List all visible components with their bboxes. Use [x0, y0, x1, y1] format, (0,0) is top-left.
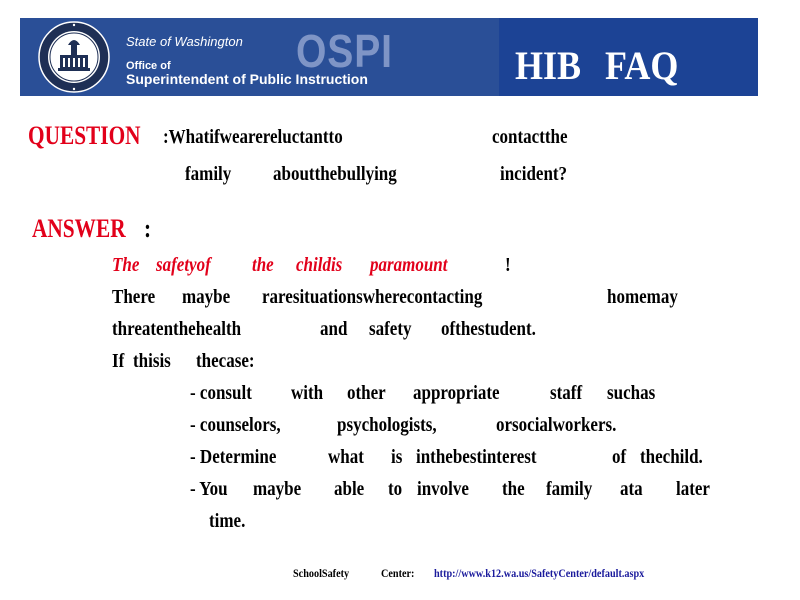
- answer-emphasis: The: [112, 254, 140, 276]
- answer-colon: :: [144, 214, 152, 243]
- answer-label: ANSWER: [32, 214, 126, 243]
- ospi-logo-text: OSPI: [296, 25, 393, 77]
- answer-text: homemay: [607, 286, 678, 308]
- bullet-item: other: [347, 382, 386, 404]
- bullet-item: time.: [209, 510, 246, 532]
- title-hib: HIB: [515, 43, 582, 88]
- bullet-item: - counselors,: [190, 414, 281, 436]
- bullet-item: ata: [620, 478, 643, 500]
- title-faq: FAQ: [605, 43, 679, 88]
- question-text: incident?: [500, 163, 568, 185]
- bullet-item: later: [676, 478, 710, 500]
- answer-emphasis: !: [505, 254, 511, 276]
- answer-text: maybe: [182, 286, 231, 308]
- answer-text: If: [112, 350, 125, 372]
- bullet-item: thechild.: [640, 446, 703, 468]
- bullet-item: what: [328, 446, 364, 468]
- footer-url-link[interactable]: http://www.k12.wa.us/SafetyCenter/default.aspx: [434, 566, 645, 580]
- question-text: family: [185, 163, 232, 185]
- answer-text: raresituationswherecontacting: [262, 286, 483, 308]
- bullet-item: the: [502, 478, 525, 500]
- bullet-item: able: [334, 478, 365, 500]
- answer-text: thisis: [133, 350, 171, 372]
- answer-text: There: [112, 286, 156, 308]
- question-text: :Whatifwearereluctantto: [163, 126, 343, 148]
- question-text: contactthe: [492, 126, 568, 148]
- bullet-item: - You: [190, 478, 228, 500]
- footer-center: Center:: [381, 566, 415, 580]
- answer-emphasis: the: [252, 254, 274, 276]
- bullet-item: - Determine: [190, 446, 277, 468]
- bullet-item: suchas: [607, 382, 656, 404]
- bullet-item: involve: [417, 478, 469, 500]
- bullet-item: psychologists,: [337, 414, 437, 436]
- bullet-item: inthebestinterest: [416, 446, 537, 468]
- answer-text: safety: [369, 318, 412, 340]
- answer-text: and: [320, 318, 348, 340]
- bullet-item: of: [612, 446, 627, 468]
- bullet-item: with: [291, 382, 324, 404]
- answer-emphasis: childis: [296, 254, 343, 276]
- bullet-item: to: [388, 478, 403, 500]
- answer-text: ofthestudent.: [441, 318, 536, 340]
- header-banner: [20, 18, 758, 96]
- question-label: QUESTION: [28, 121, 141, 150]
- superintendent-label: Superintendent of Public Instruction: [126, 71, 368, 87]
- bullet-item: staff: [550, 382, 583, 404]
- state-seal-icon: [38, 21, 110, 93]
- answer-text: threatenthehealth: [112, 318, 242, 340]
- bullet-item: maybe: [253, 478, 302, 500]
- answer-text: thecase:: [196, 350, 255, 372]
- bullet-item: family: [546, 478, 593, 500]
- footer-school-safety: SchoolSafety: [293, 566, 350, 580]
- bullet-item: orsocialworkers.: [496, 414, 617, 436]
- state-name: State of Washington: [126, 34, 243, 49]
- office-of-label: Office of: [126, 60, 171, 72]
- bullet-item: is: [391, 446, 403, 468]
- bullet-item: - consult: [190, 382, 252, 404]
- answer-emphasis: paramount: [370, 254, 448, 276]
- question-text: aboutthebullying: [273, 163, 397, 185]
- bullet-item: appropriate: [413, 382, 500, 404]
- answer-emphasis: safetyof: [156, 254, 211, 276]
